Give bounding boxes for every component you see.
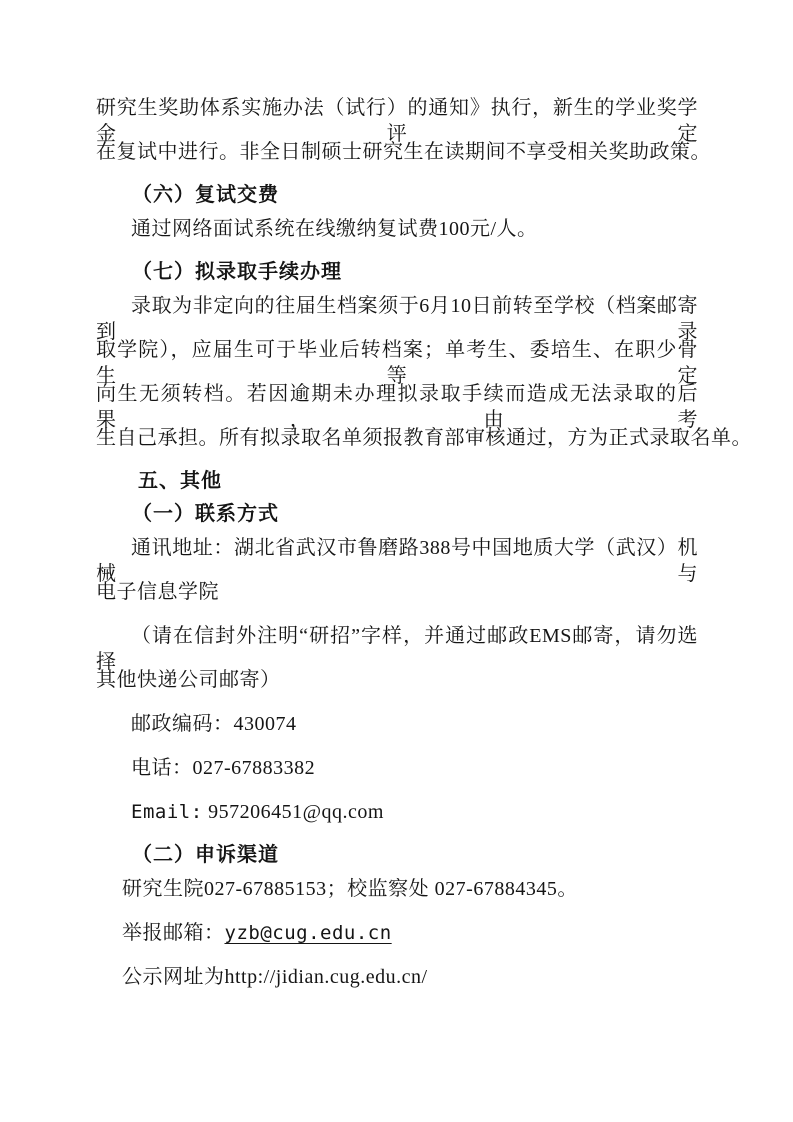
section-7-line-2: 取学院），应届生可于毕业后转档案；单考生、委培生、在职少骨生等定 [96,339,698,387]
contact-postal-code: 邮政编码：430074 [131,713,297,735]
document-content [96,95,752,1008]
paragraph-scholarship-line-2: 在复试中进行。非全日制硕士研究生在读期间不享受相关奖助政策。 [96,141,711,163]
contact-address-line-2: 电子信息学院 [96,581,219,603]
section-7-line-1: 录取为非定向的往届生档案须于6月10日前转至学校（档案邮寄到录 [96,295,698,343]
appeal-phones: 研究生院027-67885153；校监察处 027-67884345。 [122,878,578,900]
appeal-report-mail-label: 举报邮箱： [122,922,225,944]
appeal-report-mail-link[interactable]: yzb@cug.edu.cn [224,922,392,944]
contact-mail-note-line-1: （请在信封外注明“研招”字样，并通过邮政EMS邮寄，请勿选择 [96,625,698,673]
section-7-line-4: 生自己承担。所有拟录取名单须报教育部审核通过，方为正式录取名单。 [96,427,752,449]
heading-appeal-channel: （二）申诉渠道 [132,844,279,866]
contact-email-address: 957206451@qq.com [202,801,384,823]
contact-phone: 电话：027-67883382 [131,757,316,779]
contact-mail-note-line-2: 其他快递公司邮寄） [96,669,281,691]
contact-email-label: Email: [131,801,203,823]
appeal-public-site: 公示网址为http://jidian.cug.edu.cn/ [122,966,428,988]
heading-section-5-other: 五、其他 [138,470,222,492]
heading-section-6-retest-fee: （六）复试交费 [132,184,279,206]
contact-address-line-1: 通讯地址：湖北省武汉市鲁磨路388号中国地质大学（武汉）机械与 [96,537,698,585]
appeal-report-mail-line [96,920,698,964]
heading-contact-info: （一）联系方式 [132,503,279,525]
paragraph-scholarship-line-1: 研究生奖助体系实施办法（试行）的通知》执行，新生的学业奖学金评定 [96,97,698,145]
heading-section-7-admission-procedure: （七）拟录取手续办理 [132,261,342,283]
contact-email-line [96,799,698,843]
section-6-fee-body: 通过网络面试系统在线缴纳复试费100元/人。 [131,218,538,240]
section-7-line-3: 向生无须转档。若因逾期未办理拟录取手续而造成无法录取的后果，由考 [96,383,698,431]
